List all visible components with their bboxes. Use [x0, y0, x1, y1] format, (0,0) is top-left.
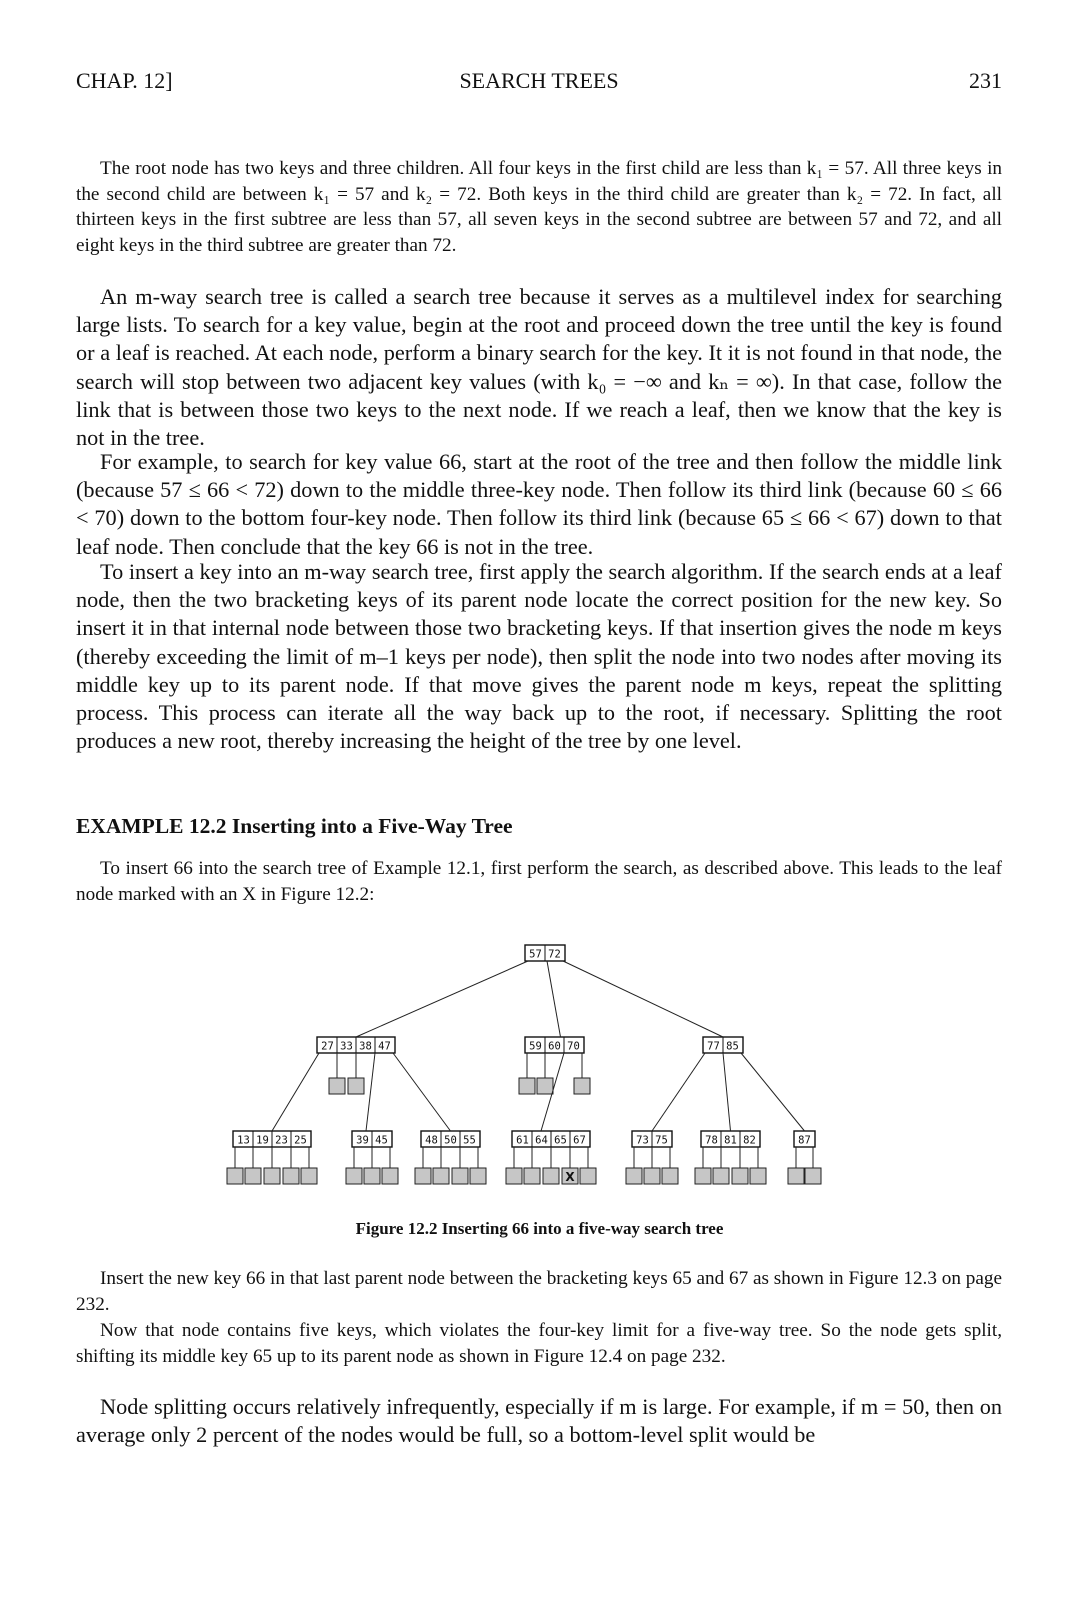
empty-leaf	[283, 1168, 299, 1184]
node-key: 78	[705, 1134, 718, 1147]
paragraph-example-intro: To insert 66 into the search tree of Example 12.1, first perform the search, as described above. This leads to the leaf node marked with an X in Figure 12.2:	[76, 858, 1002, 905]
empty-leaf	[364, 1168, 380, 1184]
node-key: 81	[724, 1134, 737, 1147]
node-key: 73	[636, 1134, 649, 1147]
paragraph-insert-algorithm: To insert a key into an m-way search tree, first apply the search algorithm. If the search ends at a leaf node, then the two bracketing keys of its parent node locate the correct position for the new key. So insert it in that internal node between those two bracketing keys. If that insertion gives the node m keys (thereby exceeding the limit of m–1 keys per node), then split the node into two nodes after moving its middle key up to its parent node. If that move gives the parent node m keys, repeat the splitting process. This process can iterate all the way back up to the root, if necessary. Splitting the root produces a new root, thereby increasing the height of the tree by one level.	[76, 559, 1002, 754]
tree-edge	[366, 1053, 375, 1131]
tree-diagram	[200, 935, 880, 1201]
node-key: 87	[798, 1134, 811, 1147]
empty-leaf	[470, 1168, 486, 1184]
node-key: 77	[707, 1040, 720, 1053]
example-heading: EXAMPLE 12.2 Inserting into a Five-Way Tree	[76, 814, 513, 838]
node-key: 23	[275, 1134, 288, 1147]
empty-leaf	[264, 1168, 280, 1184]
node-key: 67	[573, 1134, 586, 1147]
node-key: 70	[567, 1040, 580, 1053]
tree-edge	[393, 1053, 451, 1131]
empty-leaf	[415, 1168, 431, 1184]
paragraph-insert-66: Insert the new key 66 in that last parent node between the bracketing keys 65 and 67 as shown in Figure 12.3 on page 232.	[76, 1268, 1002, 1315]
node-key: 50	[444, 1134, 457, 1147]
empty-leaf	[750, 1168, 766, 1184]
node-key: 48	[425, 1134, 438, 1147]
empty-leaf	[626, 1168, 642, 1184]
empty-leaf	[506, 1168, 522, 1184]
node-key: 25	[294, 1134, 307, 1147]
figure-caption: Figure 12.2 Inserting 66 into a five-way search tree	[355, 1219, 724, 1238]
node-key: 75	[655, 1134, 668, 1147]
paragraph-splitting-frequency: Node splitting occurs relatively infrequently, especially if m is large. For example, if m = 50, then on average only 2 percent of the nodes would be full, so a bottom-level split would be	[76, 1394, 1002, 1448]
tree-edge	[652, 1053, 705, 1131]
node-key: 85	[726, 1040, 739, 1053]
paragraph-root-keys: The root node has two keys and three children. All four keys in the first child are less than k₁ = 57. All three keys in the second child are between k₁ = 57 and k₂ = 72. Both keys in the third child are greater than k₂ = 72. In fact, all thirteen keys in the first subtree are less than 57, all seven keys in the second subtree are between 57 and 72, and all eight keys in the third subtree are greater than 72.	[76, 158, 1002, 256]
empty-leaf	[245, 1168, 261, 1184]
tree-edge	[741, 1053, 805, 1131]
empty-leaf	[644, 1168, 660, 1184]
empty-leaf	[662, 1168, 678, 1184]
empty-leaf	[433, 1168, 449, 1184]
node-key: 13	[237, 1134, 250, 1147]
empty-leaf	[788, 1168, 804, 1184]
node-key: 61	[516, 1134, 529, 1147]
node-key: 47	[378, 1040, 391, 1053]
empty-leaf	[524, 1168, 540, 1184]
running-title: SEARCH TREES	[459, 68, 619, 93]
empty-leaf	[537, 1078, 553, 1094]
node-key: 38	[359, 1040, 372, 1053]
node-key: 19	[256, 1134, 269, 1147]
paragraph-node-split: Now that node contains five keys, which violates the four-key limit for a five-way tree. So the node gets split, shifting its middle key 65 up to its parent node as shown in Figure 12.4 on page 232.	[76, 1320, 1002, 1367]
tree-edge	[723, 1053, 731, 1131]
empty-leaf	[329, 1078, 345, 1094]
empty-leaf	[580, 1168, 596, 1184]
empty-leaf	[695, 1168, 711, 1184]
node-key: 45	[375, 1134, 388, 1147]
empty-leaf	[382, 1168, 398, 1184]
empty-leaf	[452, 1168, 468, 1184]
empty-leaf	[574, 1078, 590, 1094]
tree-edge	[272, 1053, 319, 1131]
node-key: 55	[463, 1134, 476, 1147]
chapter-label: CHAP. 12]	[76, 68, 173, 93]
node-key: 27	[321, 1040, 334, 1053]
empty-leaf	[519, 1078, 535, 1094]
paragraph-search-example: For example, to search for key value 66, start at the root of the tree and then follow the middle link (because 57 ≤ 66 < 72) down to the middle three-key node. Then follow its third link (because 60 ≤ 66 < 70) down to the bottom four-key node. Then follow its third link (because 65 ≤ 66 < 67) down to that leaf node. Then conclude that the key 66 is not in the tree.	[76, 449, 1002, 559]
empty-leaf	[805, 1168, 821, 1184]
node-key: 60	[548, 1040, 561, 1053]
tree-edge	[356, 961, 528, 1037]
empty-leaf	[713, 1168, 729, 1184]
x-marker: X	[565, 1170, 575, 1184]
node-key: 59	[529, 1040, 542, 1053]
page-number: 231	[969, 68, 1002, 93]
node-key: 39	[356, 1134, 369, 1147]
paragraph-search-description: An m-way search tree is called a search tree because it serves as a multilevel index for searching large lists. To search for a key value, begin at the root and proceed down the tree until the key is found or a leaf is reached. At each node, perform a binary search for the key. It it is not found in that node, the search will stop between two adjacent key values (with k₀ = −∞ and kₙ = ∞). In that case, follow the link that is between those two keys to the next node. If we reach a leaf, then we know that the key is not in the tree.	[76, 284, 1002, 451]
empty-leaf	[346, 1168, 362, 1184]
page-header	[76, 68, 1002, 108]
node-key: 64	[535, 1134, 548, 1147]
empty-leaf	[348, 1078, 364, 1094]
empty-leaf	[301, 1168, 317, 1184]
node-key: 65	[554, 1134, 567, 1147]
node-key: 82	[743, 1134, 756, 1147]
tree-edge	[563, 961, 723, 1037]
node-key: 72	[548, 948, 561, 961]
empty-leaf	[732, 1168, 748, 1184]
empty-leaf	[227, 1168, 243, 1184]
empty-leaf	[543, 1168, 559, 1184]
node-key: 33	[340, 1040, 353, 1053]
tree-edge	[547, 961, 561, 1037]
node-key: 57	[529, 948, 542, 961]
figure-search-tree	[200, 935, 880, 1201]
